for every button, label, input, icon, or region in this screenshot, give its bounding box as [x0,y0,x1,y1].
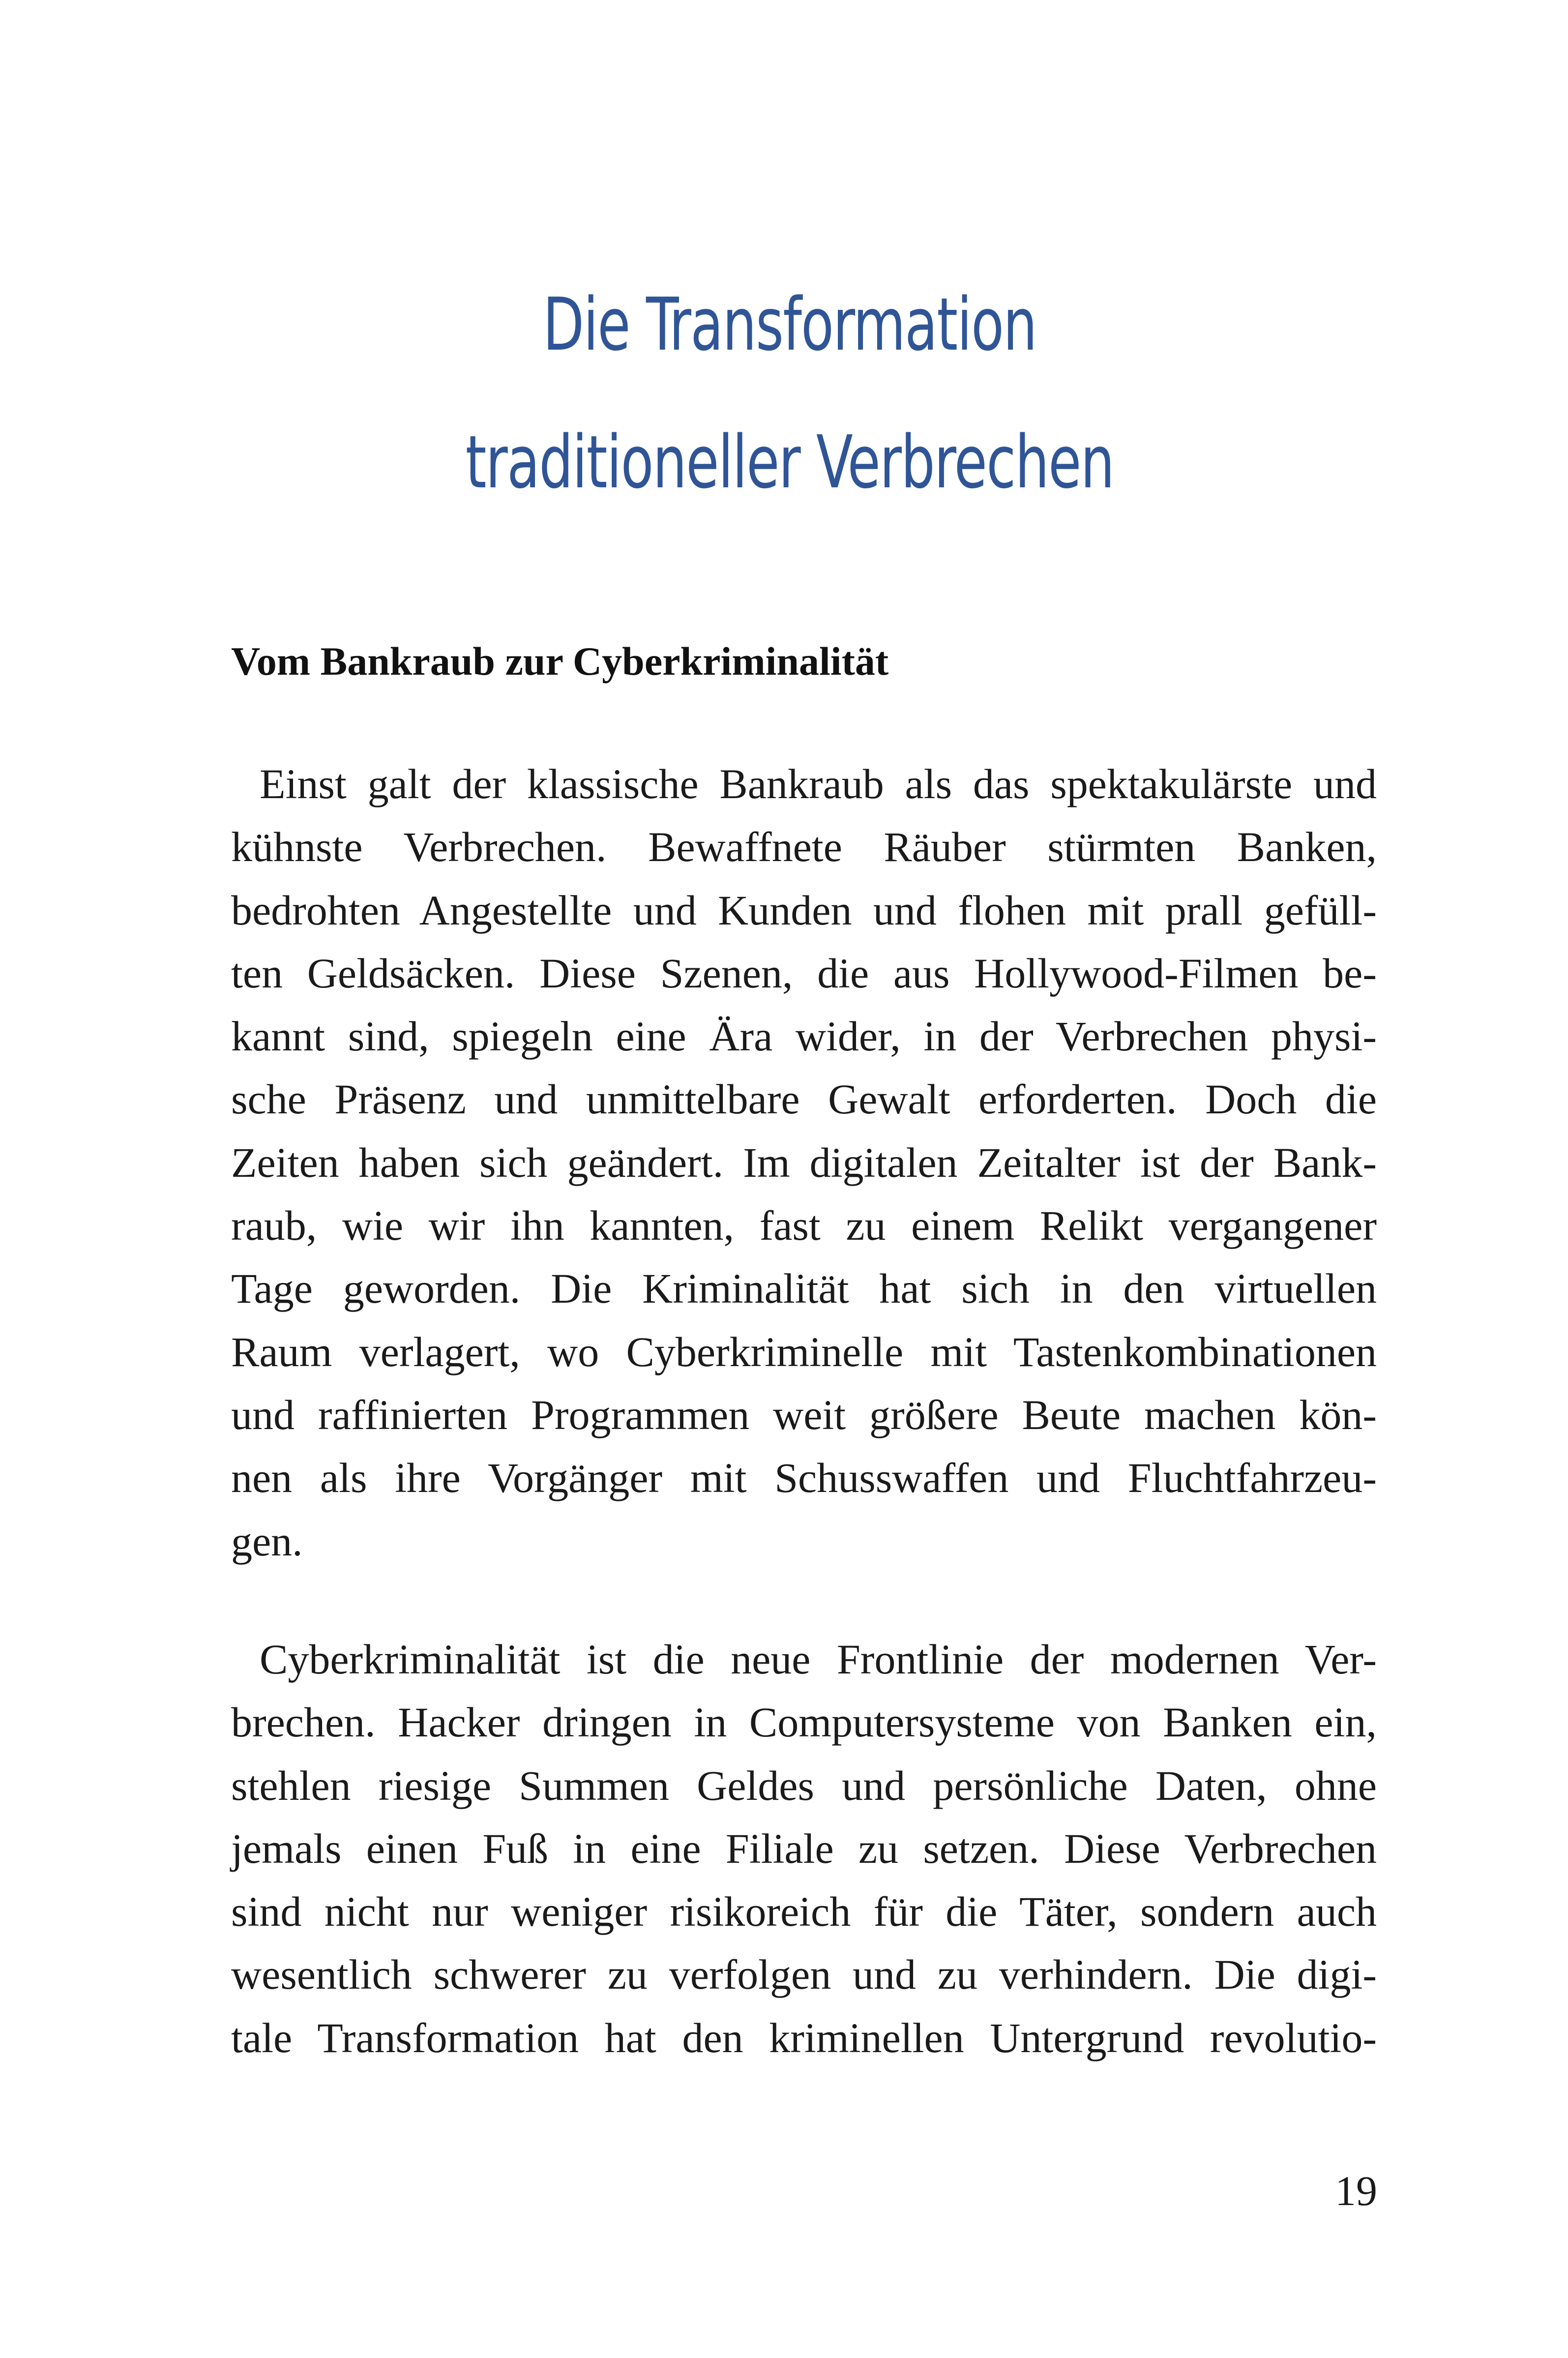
section-heading: Vom Bankraub zur Cyberkriminalität [231,639,889,684]
paragraph-line: kannt sind, spiegeln eine Ära wider, in der Verbrechen physi- [231,1013,1377,1060]
paragraph-line: gen. [231,1517,303,1565]
paragraph-line: nen als ihre Vorgänger mit Schusswaffen und Fluchtfahrzeu- [231,1454,1377,1502]
paragraph-line: brechen. Hacker dringen in Computersysteme von Banken ein, [231,1699,1377,1746]
paragraph-2 [231,1628,1377,2069]
paragraph-line: ten Geldsäcken. Diese Szenen, die aus Hollywood-Filmen be- [231,949,1377,997]
paragraph-line: tale Transformation hat den kriminellen Untergrund revolutio- [231,2014,1377,2061]
paragraph-line: Raum verlagert, wo Cyberkriminelle mit Tastenkombinationen [231,1328,1377,1375]
page-number: 19 [1335,2167,1377,2214]
paragraph-line: Cyberkriminalität ist die neue Frontlinie der modernen Ver- [260,1636,1377,1683]
paragraph-line: kühnste Verbrechen. Bewaffnete Räuber stürmten Banken, [231,823,1377,871]
paragraph-line: jemals einen Fuß in eine Filiale zu setzen. Diese Verbrechen [231,1824,1377,1872]
chapter-title-line-2: traditioneller Verbrechen [465,420,1114,505]
paragraph-line: Zeiten haben sich geändert. Im digitalen Zeitalter ist der Bank- [231,1138,1377,1186]
paragraph-line: Tage geworden. Die Kriminalität hat sich in den virtuellen [231,1265,1377,1313]
paragraph-line: raub, wie wir ihn kannten, fast zu einem Relikt vergangener [231,1202,1377,1250]
paragraph-line: bedrohten Angestellte und Kunden und flohen mit prall gefüll- [231,886,1377,934]
paragraph-1 [231,752,1377,1573]
paragraph-line: sind nicht nur weniger risikoreich für die Täter, sondern auch [231,1888,1377,1936]
chapter-title-line-1: Die Transformation [543,282,1036,367]
paragraph-line: wesentlich schwerer zu verfolgen und zu verhindern. Die digi- [231,1951,1377,1999]
paragraph-line: und raffinierten Programmen weit größere Beute machen kön- [231,1391,1377,1438]
paragraph-line: Einst galt der klassische Bankraub als das spektakulärste und [260,760,1377,807]
paragraph-line: stehlen riesige Summen Geldes und persönliche Daten, ohne [231,1761,1377,1809]
paragraph-line: sche Präsenz und unmittelbare Gewalt erforderten. Doch die [231,1075,1377,1123]
